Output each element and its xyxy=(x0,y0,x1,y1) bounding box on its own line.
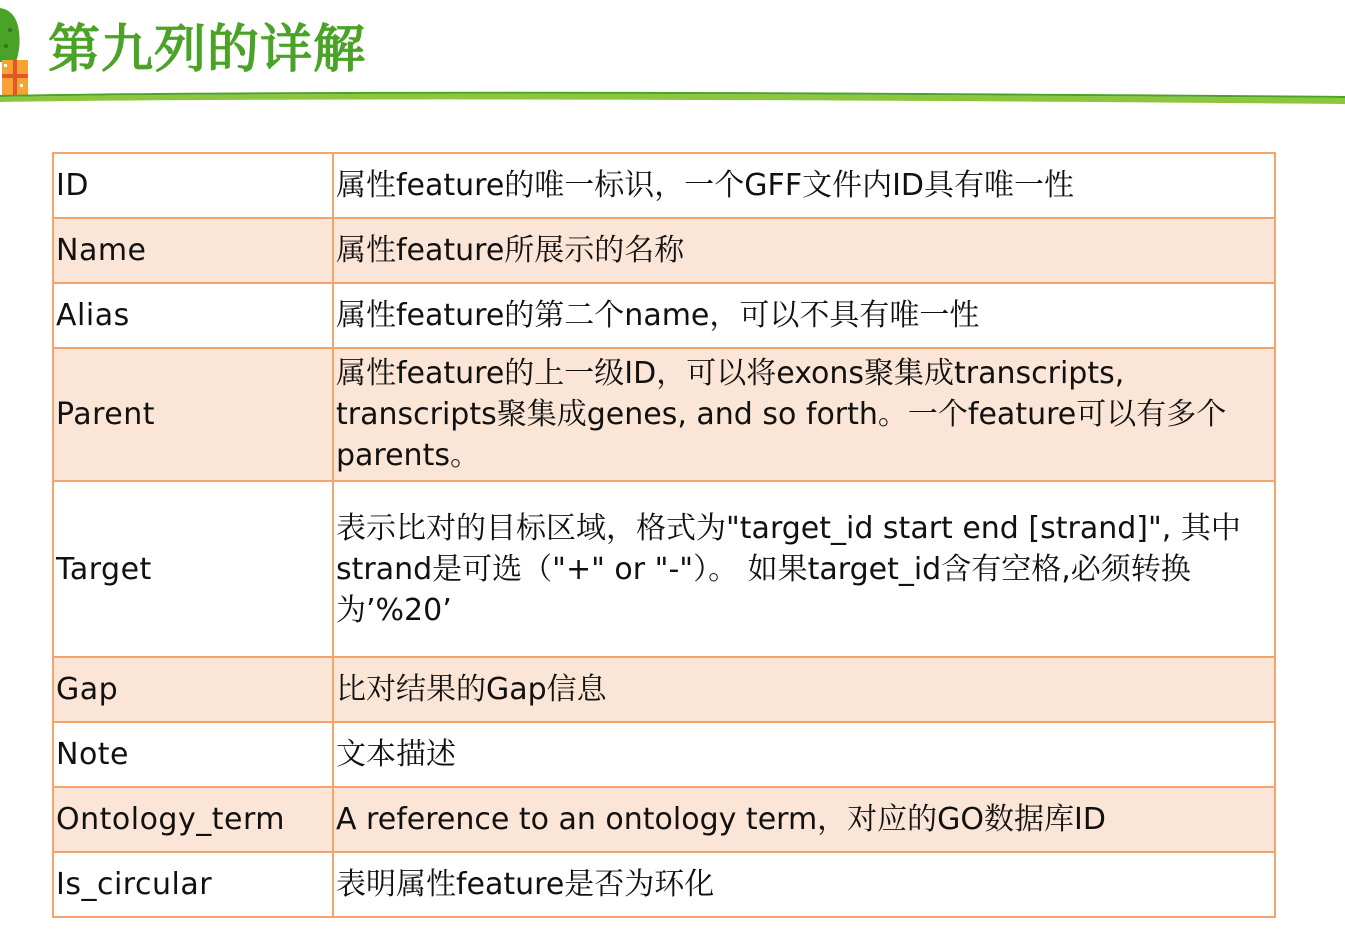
attribute-key: Ontology_term xyxy=(53,787,333,852)
attribute-description: 文本描述 xyxy=(333,722,1275,787)
attribute-key: Is_circular xyxy=(53,852,333,917)
table-row xyxy=(53,852,1275,917)
table-row xyxy=(53,787,1275,852)
table-row xyxy=(53,218,1275,283)
attribute-description: 属性feature所展示的名称 xyxy=(333,218,1275,283)
table-row xyxy=(53,722,1275,787)
table-row xyxy=(53,481,1275,657)
page-title: 第九列的详解 xyxy=(48,20,367,80)
attribute-table xyxy=(52,152,1276,918)
table-row xyxy=(53,657,1275,722)
attribute-description: 属性feature的唯一标识，一个GFF文件内ID具有唯一性 xyxy=(333,153,1275,218)
table-row xyxy=(53,153,1275,218)
attribute-key: Alias xyxy=(53,283,333,348)
attribute-description: 属性feature的第二个name，可以不具有唯一性 xyxy=(333,283,1275,348)
attribute-key: Gap xyxy=(53,657,333,722)
attribute-description: A reference to an ontology term，对应的GO数据库ID xyxy=(333,787,1275,852)
attribute-description: 比对结果的Gap信息 xyxy=(333,657,1275,722)
table-row xyxy=(53,283,1275,348)
attribute-key: Parent xyxy=(53,348,333,481)
attribute-description: 表示比对的目标区域，格式为"target_id start end [strand]", 其中strand是可选（"+" or "-"）。 如果target_id含有空格,必须转换为’%20’ xyxy=(333,481,1275,657)
table-row xyxy=(53,348,1275,481)
attribute-key: Target xyxy=(53,481,333,657)
attribute-key: Name xyxy=(53,218,333,283)
slide-header xyxy=(0,0,1345,110)
attribute-key: ID xyxy=(53,153,333,218)
attribute-description: 表明属性feature是否为环化 xyxy=(333,852,1275,917)
attribute-description: 属性feature的上一级ID，可以将exons聚集成transcripts, transcripts聚集成genes, and so forth。一个feature可以有多个parents。 xyxy=(333,348,1275,481)
title-underline xyxy=(0,84,1345,110)
attribute-key: Note xyxy=(53,722,333,787)
